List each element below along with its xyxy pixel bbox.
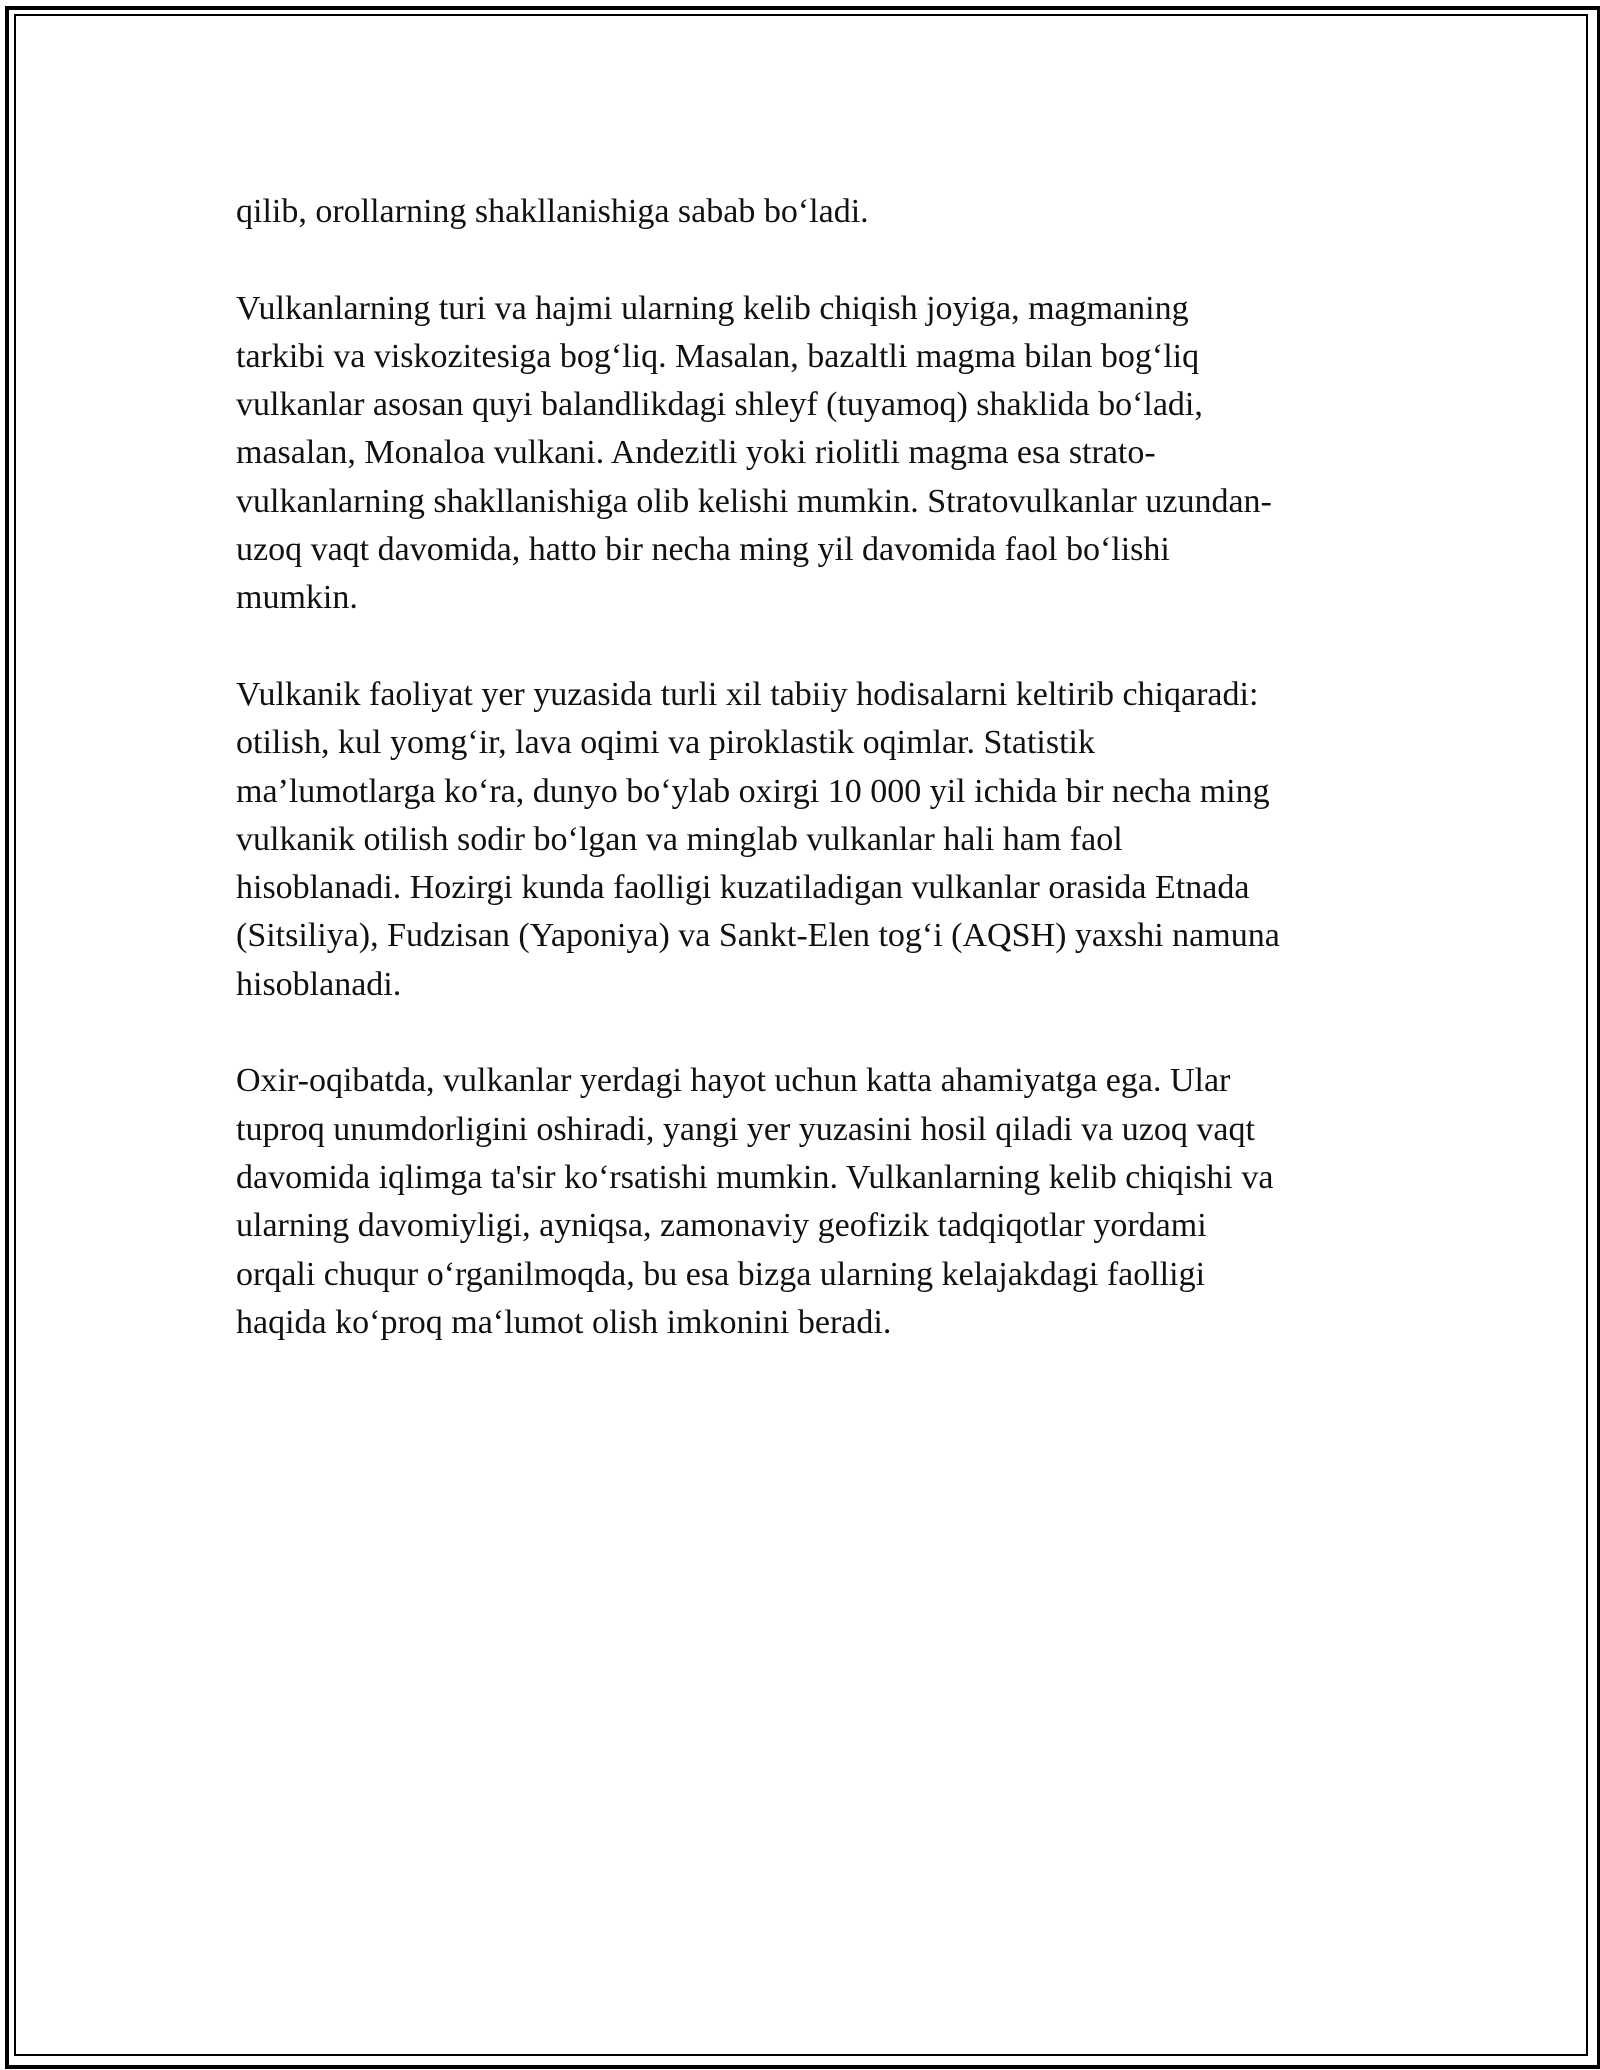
paragraph-1: qilib, orollarning shakllanishiga sabab bo‘ladi. bbox=[236, 193, 869, 230]
document-body bbox=[236, 188, 1371, 1395]
paragraph-2: Vulkanlarning turi va hajmi ularning kelib chiqish joyiga, magmaning tarkibi va viskozitesiga bog‘liq. Masalan, bazaltli magma bilan bog‘liq vulkanlar asosan quyi balandlikdagi shleyf (tuyamoq) shaklida bo‘ladi, masalan, Monaloa vulkani. Andezitli yoki riolitli magma esa strato- vulkanlarning shakllanishiga olib kelishi mumkin. Stratovulkanlar uzundan- uzoq vaqt davomida, hatto bir necha ming yil davomida faol bo‘lishi mumkin. bbox=[236, 289, 1272, 617]
paragraph-3: Vulkanik faoliyat yer yuzasida turli xil tabiiy hodisalarni keltirib chiqaradi: otilish, kul yomg‘ir, lava oqimi va piroklastik oqimlar. Statistik ma’lumotlarga ko‘ra, dunyo bo‘ylab oxirgi 10 000 yil ichida bir necha ming vulkanik otilish sodir bo‘lgan va minglab vulkanlar hali ham faol hisoblanadi. Hozirgi kunda faolligi kuzatiladigan vulkanlar orasida Etnada (Sitsiliya), Fudzisan (Yaponiya) va Sankt-Elen tog‘i (AQSH) yaxshi namuna hisoblanadi. bbox=[236, 675, 1280, 1003]
paragraph-4: Oxir-oqibatda, vulkanlar yerdagi hayot uchun katta ahamiyatga ega. Ular tuproq unumdorligini oshiradi, yangi yer yuzasini hosil qiladi va uzoq vaqt davomida iqlimga ta'sir ko‘rsatishi mumkin. Vulkanlarning kelib chiqishi va ularning davomiyligi, ayniqsa, zamonaviy geofizik tadqiqotlar yordami orqali chuqur o‘rganilmoqda, bu esa bizga ularning kelajakdagi faolligi haqida ko‘proq ma‘lumot olish imkonini beradi. bbox=[236, 1062, 1274, 1341]
